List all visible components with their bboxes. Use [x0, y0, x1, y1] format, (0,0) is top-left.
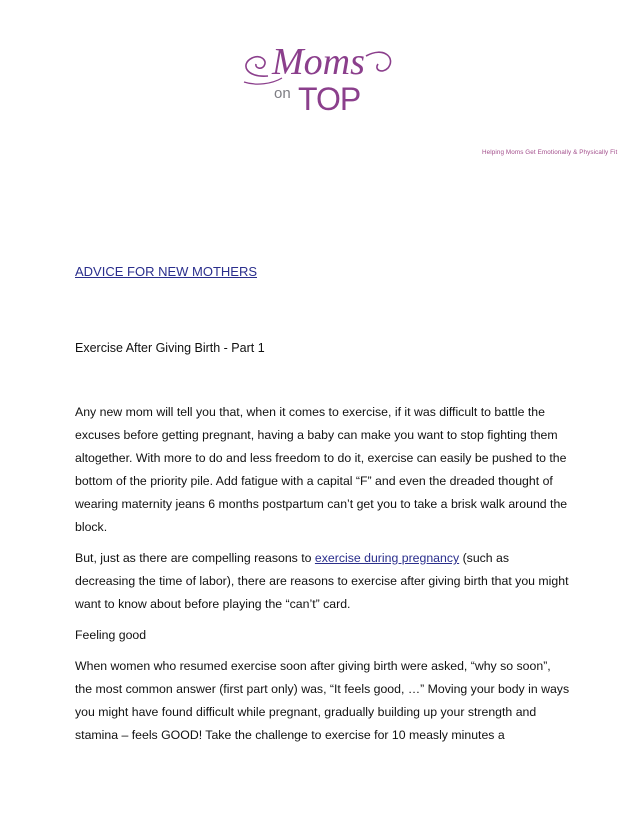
exercise-during-pregnancy-link[interactable]: exercise during pregnancy [314, 551, 460, 565]
right-swirl-icon [366, 52, 391, 71]
logo-word-top: TOP [298, 81, 361, 116]
paragraph-intro: Any new mom will tell you that, when it comes to exercise, if it was difficult to battle the excuses before getting pregnant, having a baby can make you want to stop fighting them altogether. With more to do and less freedom to do it, exercise can easily be pushed to the bottom of the priority pile. Add fatigue with a capital “F” and even the dreaded thought of wearing maternity jeans 6 months postpartum can’t get you to take a brisk walk around the block. [75, 405, 568, 534]
paragraph-reasons-text-start: But, just as there are compelling reasons to [75, 551, 315, 565]
section-heading-feeling-good: Feeling good [75, 628, 147, 642]
logo-tagline: Helping Moms Get Emotionally & Physically Fit [482, 149, 618, 156]
article-subheading: Exercise After Giving Birth - Part 1 [75, 341, 265, 355]
left-swirl-icon [246, 57, 268, 76]
paragraph-reasons-text-end: (such as decreasing the time of labor), there are reasons to exercise after giving birth that you might want to know about before playing the “can’t” card. [75, 551, 569, 611]
paragraph-feeling-good: When women who resumed exercise soon after giving birth were asked, “why so soon”, the most common answer (first part only) was, “It feels good, …” Moving your body in ways you might have found difficult while pregnant, gradually building up your strength and stamina – feels GOOD! Take the challenge to exercise for 10 measly minutes a [75, 659, 570, 742]
moms-on-top-logo [238, 36, 618, 156]
paragraph-reasons [75, 547, 570, 616]
logo-word-on: on [274, 85, 291, 102]
heading-link[interactable]: ADVICE FOR NEW MOTHERS [75, 264, 258, 279]
logo-word-moms: Moms [272, 41, 365, 83]
logo-graphic [238, 36, 398, 116]
